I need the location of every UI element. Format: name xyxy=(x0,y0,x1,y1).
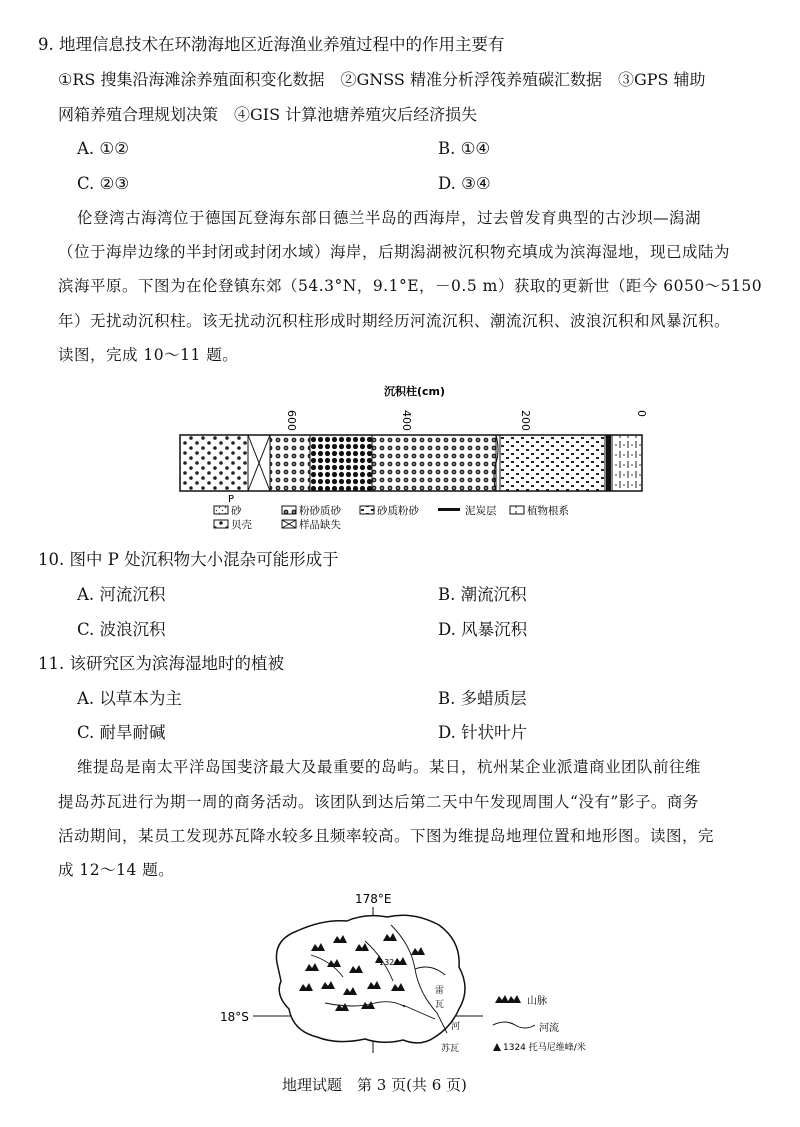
tick-0: 0 xyxy=(635,410,648,417)
q10-option-d[interactable]: D. 风暴沉积 xyxy=(438,620,528,639)
passage2-line-2: 提岛苏瓦进行为期一周的商务活动。该团队到达后第二天中午发现周围人“没有”影子。商务 xyxy=(58,793,699,811)
q10-option-b[interactable]: B. 潮流沉积 xyxy=(438,585,527,604)
passage1-line-4: 年）无扰动沉积柱。该无扰动沉积柱形成时期经历河流沉积、潮流沉积、波浪沉积和风暴沉积。 xyxy=(58,312,731,330)
q11-stem: 11. 该研究区为滨海湿地时的植被 xyxy=(38,654,284,673)
peak-value: 1324 xyxy=(379,958,400,967)
river-name-1: 雷 xyxy=(435,986,445,996)
legend-mountain: 山脉 xyxy=(527,996,547,1007)
city-label: 苏瓦 xyxy=(441,1044,460,1054)
legend-missing: 样品缺失 xyxy=(299,519,341,530)
p-label: P xyxy=(228,494,235,505)
legend-sand: 砂 xyxy=(231,505,242,517)
lon-label: 178°E xyxy=(355,892,392,906)
q11-option-c[interactable]: C. 耐旱耐碱 xyxy=(77,723,166,742)
legend-shells: 贝壳 xyxy=(231,519,252,530)
q10-stem: 10. 图中 P 处沉积物大小混杂可能形成于 xyxy=(38,550,339,569)
island-outline xyxy=(276,915,465,1043)
q9-option-a[interactable]: A. ①② xyxy=(77,139,129,158)
q10-option-a[interactable]: A. 河流沉积 xyxy=(77,585,166,604)
map-legend xyxy=(493,994,586,1053)
depth-ticks xyxy=(285,410,648,431)
q10-option-c[interactable]: C. 波浪沉积 xyxy=(77,620,166,639)
viti-levu-map xyxy=(215,885,635,1055)
passage1-line-3: 滨海平原。下图为在伦登镇东郊（54.3°N，9.1°E，－0.5 m）获取的更新世（距今 6050～5150 xyxy=(58,277,763,295)
q11-option-d[interactable]: D. 针状叶片 xyxy=(438,723,528,742)
q9-option-d[interactable]: D. ③④ xyxy=(438,174,491,193)
core-title: 沉积柱(cm) xyxy=(384,385,446,398)
q9-stem: 9. 地理信息技术在环渤海地区近海渔业养殖过程中的作用主要有 xyxy=(38,35,505,54)
legend-peak: 1324 托马尼维峰/米 xyxy=(503,1043,586,1053)
legend-peat: 泥炭层 xyxy=(465,505,497,517)
q9-option-c[interactable]: C. ②③ xyxy=(77,174,130,193)
q9-items-line1: ①RS 搜集沿海滩涂养殖面积变化数据 ②GNSS 精准分析浮筏养殖碳汇数据 ③GPS 辅助 xyxy=(58,70,706,89)
q11-option-a[interactable]: A. 以草本为主 xyxy=(77,689,182,708)
core-legend xyxy=(214,504,569,530)
passage1-line-2: （位于海岸边缘的半封闭或封闭水域）海岸，后期潟湖被沉积物充填成为滨海湿地，现已成陆为 xyxy=(58,243,731,261)
page-footer: 地理试题 第 3 页(共 6 页) xyxy=(282,1076,467,1094)
passage2-line-4: 成 12～14 题。 xyxy=(58,861,175,879)
legend-silty-sand: 粉砂质砂 xyxy=(299,505,341,517)
tick-200: 200 xyxy=(519,410,532,431)
legend-sandy-silt: 砂质粉砂 xyxy=(377,505,419,517)
passage1-line-5: 读图，完成 10～11 题。 xyxy=(58,346,239,364)
legend-river: 河流 xyxy=(539,1023,559,1034)
legend-roots: 植物根系 xyxy=(527,505,569,517)
q11-option-b[interactable]: B. 多蜡质层 xyxy=(438,689,527,708)
core-column xyxy=(180,435,642,491)
passage2-line-3: 活动期间，某员工发现苏瓦降水较多且频率较高。下图为维提岛地理位置和地形图。读图，完 xyxy=(58,827,715,845)
passage2-line-1: 维提岛是南太平洋岛国斐济最大及最重要的岛屿。某日，杭州某企业派遣商业团队前往维 xyxy=(77,758,702,776)
sediment-core-figure xyxy=(170,380,650,530)
tick-600: 600 xyxy=(285,410,298,431)
river-name-3: 河 xyxy=(451,1022,461,1032)
passage1-line-1: 伦登湾古海湾位于德国瓦登海东部日德兰半岛的西海岸，过去曾发育典型的古沙坝—潟湖 xyxy=(77,209,702,227)
river-name-2: 瓦 xyxy=(435,1000,445,1010)
lat-label: 18°S xyxy=(220,1010,249,1024)
q9-option-b[interactable]: B. ①④ xyxy=(438,139,491,158)
q9-items-line2: 网箱养殖合理规划决策 ④GIS 计算池塘养殖灾后经济损失 xyxy=(58,105,478,124)
tick-400: 400 xyxy=(400,410,413,431)
